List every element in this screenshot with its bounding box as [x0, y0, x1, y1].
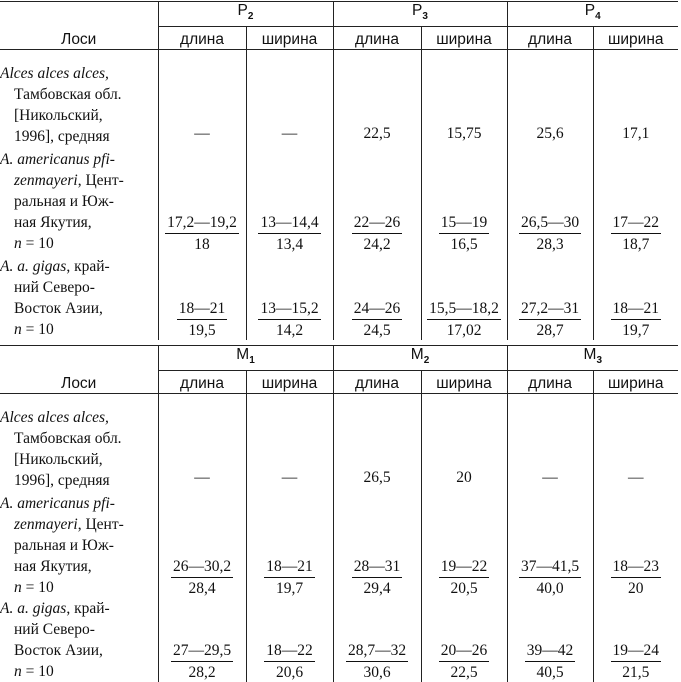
molar-table	[0, 345, 678, 682]
value-cell: $\frac{15,5—18,2}{17,02}$	[421, 254, 507, 340]
group-header: $P_4$	[507, 2, 678, 27]
value-cell: 22,5	[333, 50, 421, 147]
value-cell: $\frac{28,7—32}{30,6}$	[333, 598, 421, 682]
value-cell: 17,1	[593, 50, 678, 147]
value-cell: $\frac{18—21}{19,5}$	[158, 254, 246, 340]
value-cell: $\frac{20—26}{22,5}$	[421, 598, 507, 682]
column-header: ширина	[421, 27, 507, 50]
value-cell: $\frac{19—24}{21,5}$	[593, 598, 678, 682]
value-cell: 26,5	[333, 394, 421, 491]
table-row	[0, 598, 678, 682]
value-cell: $\frac{13—14,4}{13,4}$	[246, 147, 333, 254]
value-cell: $\frac{17,2—19,2}{18}$	[158, 147, 246, 254]
value-cell: —	[593, 394, 678, 491]
corner-header: Лоси	[0, 2, 158, 50]
table-row	[0, 394, 678, 491]
table-row	[0, 147, 678, 254]
group-header: $P_2$	[158, 2, 333, 27]
value-cell: —	[246, 50, 333, 147]
column-header: длина	[333, 371, 421, 394]
value-cell: $\frac{18—22}{20,6}$	[246, 598, 333, 682]
column-header: длина	[158, 27, 246, 50]
column-header: длина	[158, 371, 246, 394]
value-cell: $\frac{27—29,5}{28,2}$	[158, 598, 246, 682]
column-header: ширина	[246, 27, 333, 50]
row-label: A. americanus pfi- zenmayeri, Цент- ральная и Юж- ная Якутия, n = 10	[0, 494, 124, 596]
group-header: $M_1$	[158, 346, 333, 371]
table-row	[0, 491, 678, 598]
column-header: ширина	[593, 27, 678, 50]
value-cell: $\frac{17—22}{18,7}$	[593, 147, 678, 254]
row-label: A. americanus pfi- zenmayeri, Цент- ральная и Юж- ная Якутия, n = 10	[0, 150, 124, 252]
row-label: Alces alces alces, Тамбовская обл. [Никольский, 1996], средняя	[0, 408, 122, 489]
value-cell: $\frac{13—15,2}{14,2}$	[246, 254, 333, 340]
group-header: $P_3$	[333, 2, 507, 27]
value-cell: 15,75	[421, 50, 507, 147]
column-header: ширина	[246, 371, 333, 394]
premolar-table	[0, 1, 678, 340]
corner-header: Лоси	[0, 346, 158, 394]
value-cell: $\frac{19—22}{20,5}$	[421, 491, 507, 598]
value-cell: —	[507, 394, 593, 491]
value-cell: $\frac{22—26}{24,2}$	[333, 147, 421, 254]
value-cell: 25,6	[507, 50, 593, 147]
value-cell: $\frac{28—31}{29,4}$	[333, 491, 421, 598]
value-cell: $\frac{27,2—31}{28,7}$	[507, 254, 593, 340]
value-cell: $\frac{18—21}{19,7}$	[246, 491, 333, 598]
column-header: ширина	[421, 371, 507, 394]
value-cell: —	[246, 394, 333, 491]
column-header: длина	[507, 27, 593, 50]
row-label: A. a. gigas, край- ний Северо- Восток Азии, n = 10	[0, 599, 110, 680]
value-cell: $\frac{39—42}{40,5}$	[507, 598, 593, 682]
value-cell: $\frac{26,5—30}{28,3}$	[507, 147, 593, 254]
value-cell: —	[158, 394, 246, 491]
row-label: A. a. gigas, край- ний Северо- Восток Азии, n = 10	[0, 257, 110, 338]
group-header: $M_3$	[507, 346, 678, 371]
column-header: длина	[507, 371, 593, 394]
value-cell: 20	[421, 394, 507, 491]
value-cell: $\frac{26—30,2}{28,4}$	[158, 491, 246, 598]
value-cell: —	[158, 50, 246, 147]
row-label: Alces alces alces, Тамбовская обл. [Никольский, 1996], средняя	[0, 64, 122, 145]
value-cell: $\frac{37—41,5}{40,0}$	[507, 491, 593, 598]
value-cell: $\frac{18—23}{20}$	[593, 491, 678, 598]
table-row	[0, 254, 678, 340]
value-cell: $\frac{24—26}{24,5}$	[333, 254, 421, 340]
group-header: $M_2$	[333, 346, 507, 371]
column-header: длина	[333, 27, 421, 50]
value-cell: $\frac{15—19}{16,5}$	[421, 147, 507, 254]
column-header: ширина	[593, 371, 678, 394]
value-cell: $\frac{18—21}{19,7}$	[593, 254, 678, 340]
table-row	[0, 50, 678, 147]
